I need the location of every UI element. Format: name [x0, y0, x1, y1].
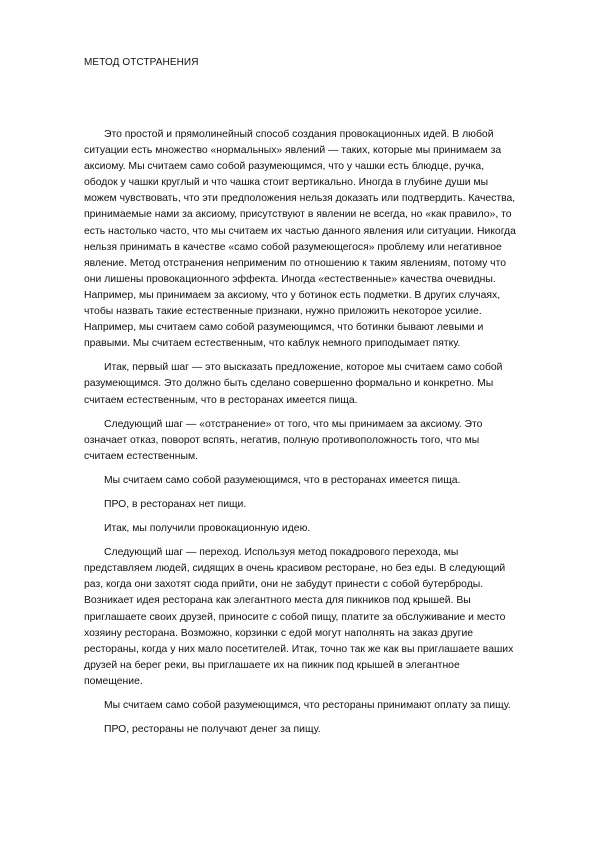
document-title: МЕТОД ОТСТРАНЕНИЯ — [84, 57, 199, 68]
paragraph-assumption: Мы считаем само собой разумеющимся, что в ресторанах имеется пища. — [104, 474, 461, 486]
paragraph-first-step: Итак, первый шаг — это высказать предложение, которое мы считаем само собой разумеющимся. Это должно быть сделано совершенно формально и конкретно. Мы считаем естественным, что в ресторанах имеется пища. — [84, 362, 503, 406]
document-body — [84, 127, 516, 746]
paragraph-transition: Следующий шаг — переход. Используя метод покадрового перехода, мы представляем людей, сидящих в очень красивом ресторане, но без еды. В следующий раз, когда они захотят сюда прийти, они не забудут принести с собой бутерброды. Возникает идея ресторана как элегантного места для пикников под крышей. Вы приглашаете своих друзей, приносите с собой пищу, платите за обслуживание и место хозяину ресторана. Возможно, корзинки с едой могут наполнять на заказ другие рестораны, когда у них мало посетителей. Итак, точно так же как вы приглашаете ваших друзей на берег реки, вы приглашаете их на пикник под крышей в элегантное помещение. — [84, 547, 514, 687]
paragraph-provocation: ПРО, в ресторанах нет пищи. — [104, 498, 247, 510]
paragraph-assumption-payment: Мы считаем само собой разумеющимся, что рестораны принимают оплату за пищу. — [104, 700, 511, 711]
paragraph-next-step: Следующий шаг — «отстранение» от того, что мы принимаем за аксиому. Это означает отказ, поворот вспять, негатив, полную противоположность того, что мы считаем естественным. — [84, 418, 483, 462]
paragraph-provocation-payment: ПРО, рестораны не получают денег за пищу. — [104, 724, 321, 736]
paragraph-result: Итак, мы получили провокационную идею. — [104, 523, 311, 535]
paragraph-intro: Это простой и прямолинейный способ создания провокационных идей. В любой ситуации есть множество «нормальных» явлений — таких, которые мы принимаем за аксиому. Мы считаем само собой разумеющимся, что у чашки есть блюдце, ручка, ободок у чашки круглый и что чашка стоит вертикально. Иногда в глубине души мы можем чувствовать, что эти предположения нельзя доказать или подтвердить. Качества, принимаемые нами за аксиому, присутствуют в явлении не всегда, но «как правило», то есть настолько часто, что мы считаем их частью данного явления или ситуации. Никогда нельзя принимать в качестве «само собой разумеющегося» проблему или негативное явление. Метод отстранения неприменим по отношению к таким явлениям, потому что они лишены провокационного эффекта. Иногда «естественные» качества очевидны. Например, мы принимаем за аксиому, что у ботинок есть подметки. В других случаях, чтобы назвать такие естественные признаки, нужно приложить некоторое усилие. Например, мы считаем само собой разумеющимся, что ботинки бывают левыми и правыми. Мы считаем естественным, что каблук немного приподымает пятку. — [84, 129, 516, 350]
